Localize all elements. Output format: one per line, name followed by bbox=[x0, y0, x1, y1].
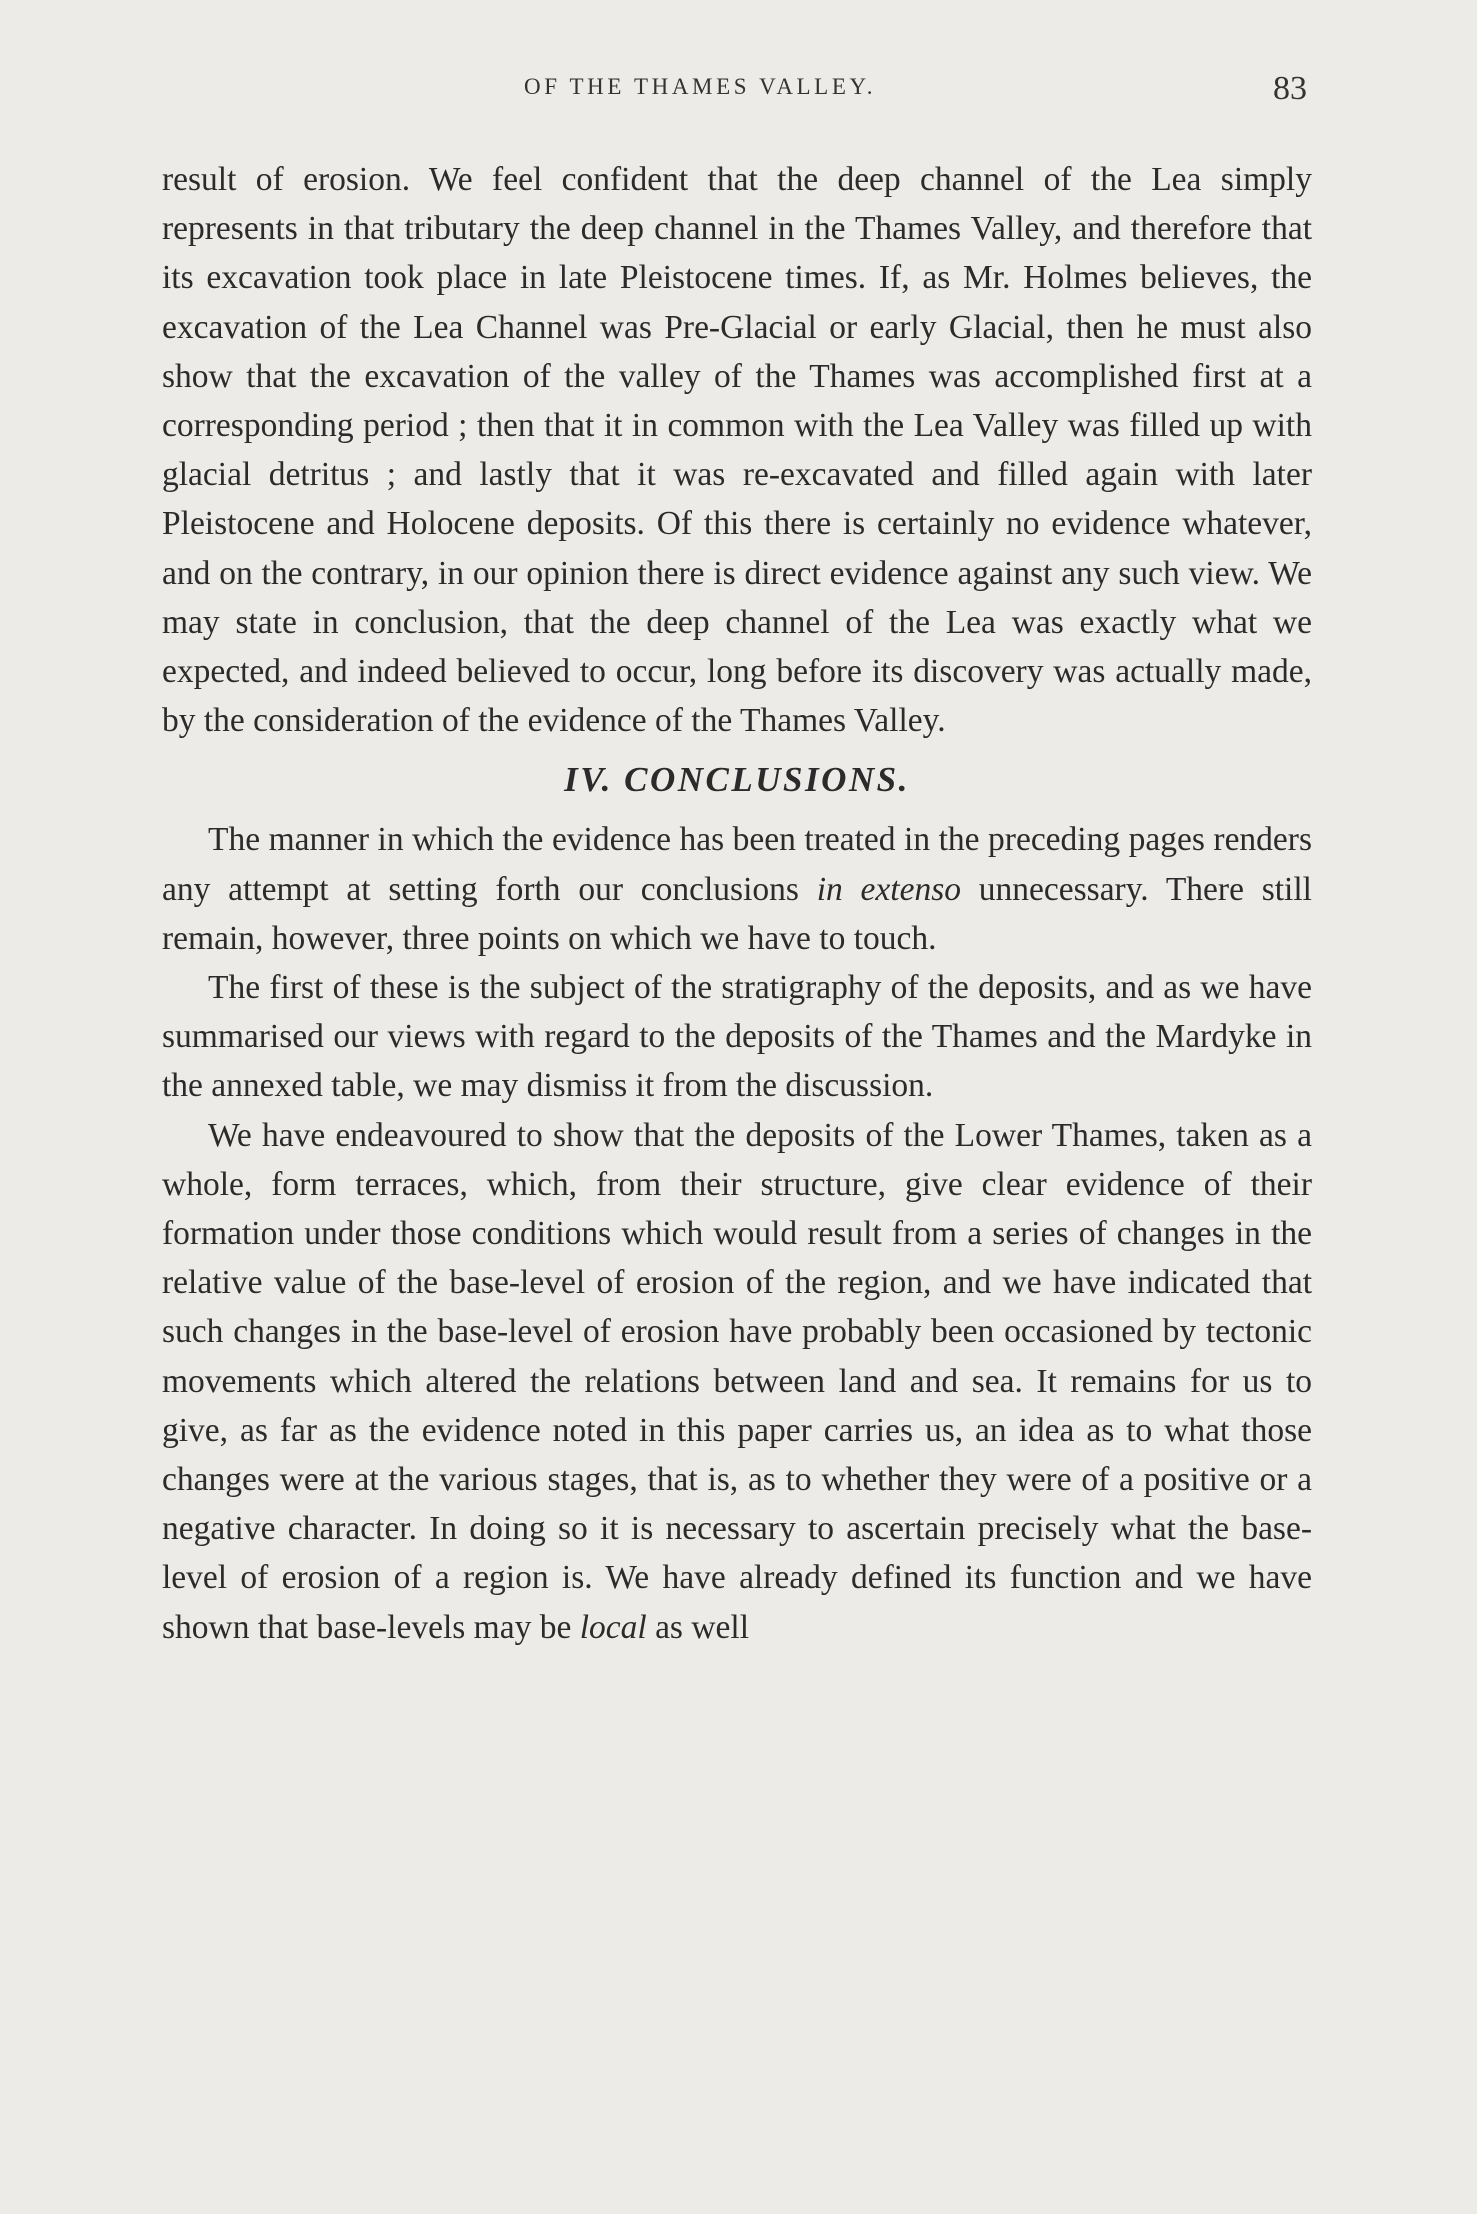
running-title: OF THE THAMES VALLEY. bbox=[524, 74, 877, 99]
paragraph-terraces-part-2: as well bbox=[646, 1608, 750, 1646]
paragraph-conclusions-intro bbox=[162, 815, 1312, 963]
paragraph-conclusions-intro-part-2: unnecessary. There still remain, however, three points on which we have to touch. bbox=[162, 870, 1312, 957]
italic-in-extenso: in extenso bbox=[816, 870, 961, 908]
paragraph-conclusions-intro-part-1: The manner in which the evidence has been treated in the preceding pages renders any attempt at setting forth our conclusions bbox=[162, 821, 1312, 908]
paragraph-terraces bbox=[162, 1111, 1312, 1652]
paragraph-lea-channel: result of erosion. We feel confident that the deep channel of the Lea simply represents in that tributary the deep channel in the Thames Valley, and therefore that its excavation took place in late Pleistocene times. If, as Mr. Holmes believes, the excavation of the Lea Channel was Pre-Glacial or early Glacial, then he must also show that the excavation of the valley of the Thames was accomplished first at a corresponding period ; then that it in common with the Lea Valley was filled up with glacial detritus ; and lastly that it was re-excavated and filled again with later Pleistocene and Holocene deposits. Of this there is certainly no evidence whatever, and on the contrary, in our opinion there is direct evidence against any such view. We may state in conclusion, that the deep channel of the Lea was exactly what we expected, and indeed believed to occur, long before its discovery was actually made, by the consideration of the evidence of the Thames Valley. bbox=[162, 161, 1312, 740]
running-head bbox=[0, 70, 1477, 110]
paragraph-terraces-part-1: We have endeavoured to show that the deposits of the Lower Thames, taken as a whole, form terraces, which, from their structure, give clear evidence of their formation under those conditions which would result from a series of changes in the relative value of the base-level of erosion of the region, and we have indicated that such changes in the base-level of erosion have probably been occasioned by tectonic movements which altered the relations between land and sea. It remains for us to give, as far as the evidence noted in this paper carries us, an idea as to what those changes were at the various stages, that is, as to whether they were of a positive or a negative character. In doing so it is necessary to ascertain precisely what the base-level of erosion of a region is. We have already defined its function and we have shown that base-levels may be bbox=[162, 1116, 1312, 1646]
italic-local: local bbox=[579, 1608, 647, 1646]
page-number: 83 bbox=[1273, 70, 1307, 107]
section-heading: IV. CONCLUSIONS. bbox=[564, 760, 910, 800]
paragraph-stratigraphy: The first of these is the subject of the stratigraphy of the deposits, and as we have summarised our views with regard to the deposits of the Thames and the Mardyke in the annexed table, we may dismiss it from the discussion. bbox=[162, 969, 1312, 1105]
body-text bbox=[162, 155, 1312, 1652]
